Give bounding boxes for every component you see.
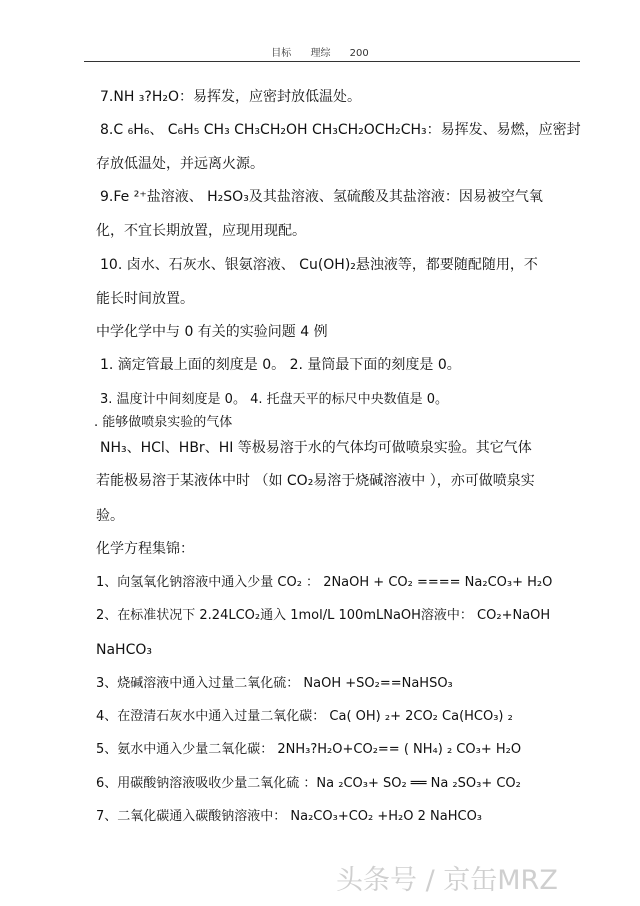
text-line: 化，不宜长期放置，应现用现配。 — [96, 223, 306, 239]
text-line: 验。 — [96, 508, 124, 524]
text-line: 8.C ₆H₆、 C₆H₅ CH₃ CH₃CH₂OH CH₃CH₂OCH₂CH₃：易挥发、易燃，应密封 — [100, 122, 581, 138]
equation-line: 7、二氧化碳通入碳酸钠溶液中： Na₂CO₃+CO₂ +H₂O 2 NaHCO₃ — [96, 809, 483, 824]
header-number: 200 — [349, 48, 369, 59]
section-heading: 中学化学中与 0 有关的实验问题 4 例 — [96, 324, 328, 340]
equation-line: 1、向氢氧化钠溶液中通入少量 CO₂ ： 2NaOH + CO₂ ==== Na₂CO₃+ H₂O — [96, 575, 553, 590]
equation-line: 3、烧碱溶液中通入过量二氧化硫： NaOH +SO₂==NaHSO₃ — [96, 676, 453, 691]
text-line: 10. 卤水、石灰水、银氨溶液、 Cu(OH)₂悬浊液等，都要随配随用，不 — [100, 257, 538, 273]
text-line: 3. 温度计中间刻度是 0。 4. 托盘天平的标尺中央数值是 0。 — [100, 392, 449, 407]
header-rule — [84, 61, 580, 62]
equation-line: 6、用碳酸钠溶液吸收少量二氧化硫 ：Na ₂CO₃+ SO₂ ══ Na ₂SO₃+ CO₂ — [96, 776, 521, 791]
text-line: 能长时间放置。 — [96, 291, 194, 307]
header-subject: 目标 — [271, 48, 292, 59]
equation-line: 2、在标准状况下 2.24LCO₂通入 1mol/L 100mLNaOH溶液中： CO₂+NaOH — [96, 608, 551, 623]
equation-line: 5、氨水中通入少量二氧化碳： 2NH₃?H₂O+CO₂== ( NH₄) ₂ CO₃+ H₂O — [96, 742, 522, 757]
text-line: 7.NH ₃?H₂O：易挥发，应密封放低温处。 — [100, 89, 362, 105]
section-heading: 化学方程集锦： — [96, 541, 194, 557]
text-line: 存放低温处，并远离火源。 — [96, 156, 264, 172]
header-category: 理综 — [310, 48, 331, 59]
section-heading: . 能够做喷泉实验的气体 — [94, 415, 233, 430]
watermark: 头条号 / 京缶MRZ — [336, 865, 558, 896]
text-line: NH₃、HCl、HBr、HI 等极易溶于水的气体均可做喷泉实验。其它气体 — [100, 440, 532, 456]
text-line: 9.Fe ²⁺盐溶液、 H₂SO₃及其盐溶液、氢硫酸及其盐溶液：因易被空气氧 — [100, 189, 543, 205]
equation-line: NaHCO₃ — [96, 642, 152, 658]
text-line: 若能极易溶于某液体中时 （如 CO₂易溶于烧碱溶液中 ），亦可做喷泉实 — [96, 473, 535, 489]
text-line: 1. 滴定管最上面的刻度是 0。 2. 量筒最下面的刻度是 0。 — [100, 357, 461, 373]
equation-line: 4、在澄清石灰水中通入过量二氧化碳： Ca( OH) ₂+ 2CO₂ Ca(HCO₃) ₂ — [96, 709, 513, 724]
page-header — [0, 44, 640, 59]
